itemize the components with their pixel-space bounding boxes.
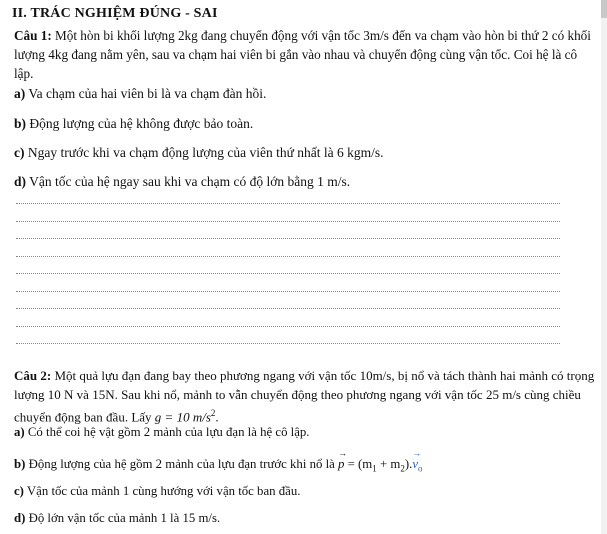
option-text: Động lượng của hệ không được bảo toàn. <box>29 116 254 131</box>
velocity-sub: o <box>418 463 423 474</box>
question-1-label: Câu 1: <box>14 28 52 43</box>
answer-line <box>16 343 560 344</box>
q2-option-b <box>14 457 423 474</box>
formula-sub-2: 2 <box>400 463 405 474</box>
question-1 <box>14 26 598 83</box>
answer-lines <box>16 203 560 361</box>
q2-option-a <box>14 425 310 440</box>
option-letter: b) <box>14 457 26 471</box>
q1-option-d <box>14 174 350 190</box>
question-2-end: . <box>215 409 219 425</box>
option-letter: c) <box>14 484 24 498</box>
q1-option-c <box>14 145 384 161</box>
answer-line <box>16 256 560 257</box>
answer-line <box>16 203 560 204</box>
answer-line <box>16 308 560 309</box>
question-2-text: Một quả lựu đạn đang bay theo phương ngang với vận tốc 10m/s, bị nổ và tách thành hai mảnh có trọng lượng 10 N và 15N. Sau khi nổ, mảnh to vẫn chuyển động theo phương ngang với vận tốc 25 m/s cùng chiều chuyển động ban đầu. Lấy <box>14 368 595 425</box>
option-letter: b) <box>14 116 27 131</box>
vertical-scrollbar[interactable] <box>601 0 607 534</box>
option-text: Có thể coi hệ vật gồm 2 mảnh của lựu đạn là hệ cô lập. <box>27 425 310 439</box>
option-letter: d) <box>14 511 26 525</box>
formula-plus: + m <box>376 457 401 471</box>
answer-line <box>16 326 560 327</box>
option-letter: a) <box>14 86 26 101</box>
section-title: II. TRÁC NGHIỆM ĐÚNG - SAI <box>12 6 218 21</box>
option-letter: c) <box>14 145 25 160</box>
velocity-vector: → v <box>412 457 418 472</box>
option-text: Vận tốc của mảnh 1 cùng hướng với vận tốc ban đầu. <box>26 484 301 498</box>
formula-sub-1: 1 <box>372 463 377 474</box>
gravity-exponent: 2 <box>210 408 216 418</box>
option-letter: a) <box>14 425 25 439</box>
q2-option-c <box>14 484 300 499</box>
answer-line <box>16 291 560 292</box>
scrollbar-thumb[interactable] <box>601 0 607 18</box>
q2-option-d <box>14 511 220 526</box>
q1-option-b <box>14 116 253 132</box>
momentum-formula <box>338 457 423 474</box>
question-2 <box>14 367 598 427</box>
option-text: Vận tốc của hệ ngay sau khi va chạm có độ lớn bằng 1 m/s. <box>29 174 351 189</box>
formula-eq: = (m <box>344 457 373 471</box>
question-2-label: Câu 2: <box>14 368 52 383</box>
option-text: Động lượng của hệ gồm 2 mảnh của lựu đạn trước khi nổ là <box>28 457 335 471</box>
gravity-value: g = 10 m/s <box>154 409 211 425</box>
option-text: Va chạm của hai viên bi là va chạm đàn hồi. <box>28 86 267 101</box>
option-text: Độ lớn vận tốc của mảnh 1 là 15 m/s. <box>28 511 221 525</box>
answer-line <box>16 221 560 222</box>
option-letter: d) <box>14 174 27 189</box>
answer-line <box>16 273 560 274</box>
question-1-text: Một hòn bi khối lượng 2kg đang chuyển động với vận tốc 3m/s đến va chạm vào hòn bi thứ 2 có khối lượng 4kg đang nằm yên, sau va chạm hai viên bi gắn vào nhau và chuyển động cùng vận tốc. Coi hệ là cô lập. <box>14 28 591 81</box>
q1-option-a <box>14 86 266 102</box>
option-text: Ngay trước khi va chạm động lượng của viên thứ nhất là 6 kgm/s. <box>27 145 384 160</box>
momentum-vector: → p <box>338 457 344 472</box>
answer-line <box>16 238 560 239</box>
formula-close: ). <box>404 457 413 471</box>
